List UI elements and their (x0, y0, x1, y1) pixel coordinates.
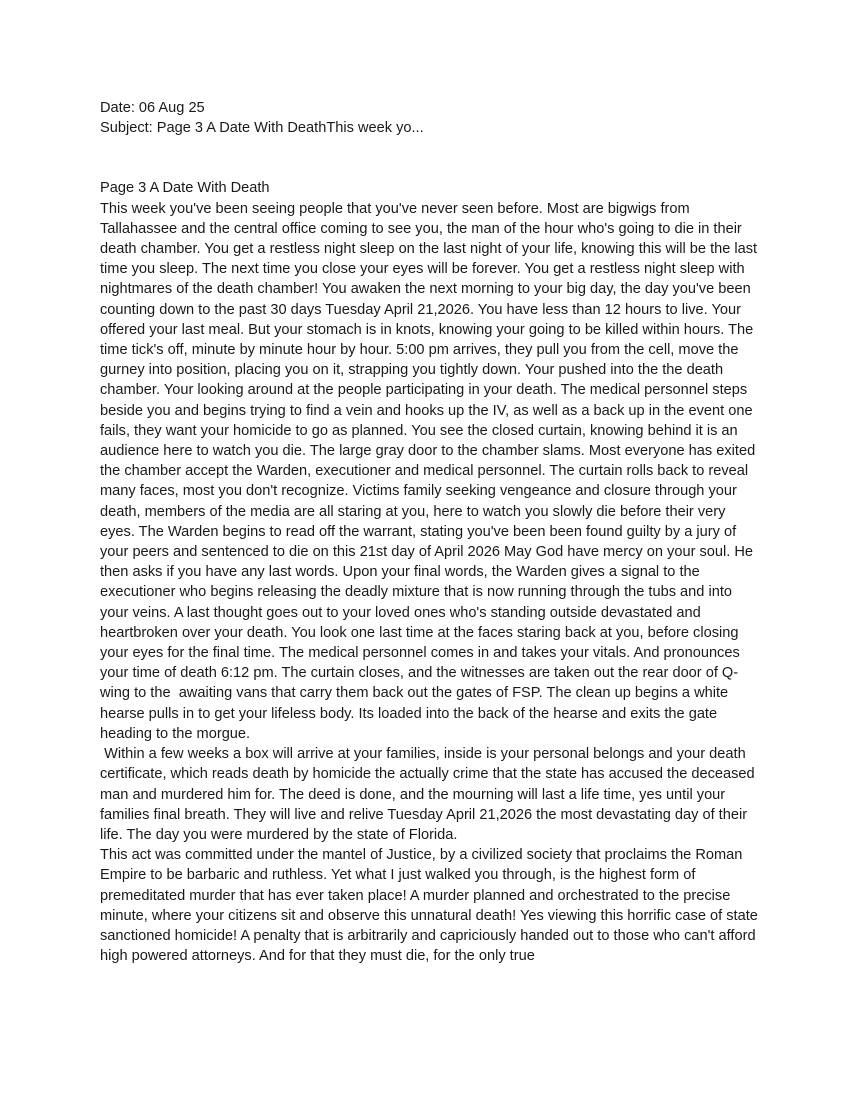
body-paragraph: Within a few weeks a box will arrive at your families, inside is your personal belongs and your death certificate, which reads death by homicide the actually crime that the state has accused the deceased man and murdered him for. The deed is done, and the mourning will last a life time, yes until your families final breath. They will live and relive Tuesday April 21,2026 the most devastating day of their life. The day you were murdered by the state of Florida. (100, 746, 759, 843)
date-line: Date: 06 Aug 25 (100, 100, 205, 116)
body-paragraph: This act was committed under the mantel of Justice, by a civilized society that proclaims the Roman Empire to be barbaric and ruthless. Yet what I just walked you through, is the highest form of premeditated murder that has ever taken place! A murder planned and orchestrated to the precise minute, where your citizens sit and observe this unnatural death! Yes viewing this horrific case of state sanctioned homicide! A penalty that is arbitrarily and capriciously handed out to those who can't afford high powered attorneys. And for that they must die, for the only true (100, 847, 762, 965)
body-paragraph: This week you've been seeing people that you've never seen before. Most are bigwigs from Tallahassee and the central office coming to see you, the man of the hour who's going to die in their death chamber. You get a restless night sleep on the last night of your life, knowing this will be the last time you sleep. The next time you close your eyes will be forever. You get a restless night sleep with nightmares of the death chamber! You awaken the next morning to your big day, the day you've been counting down to the past 30 days Tuesday April 21,2026. You have less than 12 hours to live. Your offered your last meal. But your stomach is in knots, knowing your going to be killed within hours. The time tick's off, minute by minute hour by hour. 5:00 pm arrives, they pull you from the cell, move the gurney into position, placing you on it, strapping you tightly down. Your pushed into the the death chamber. Your looking around at the people participating in your death. The medical personnel steps beside you and begins trying to find a vein and hooks up the IV, as well as a back up in the event one fails, they want your homicide to go as planned. You see the closed curtain, knowing behind it is an audience here to watch you die. The large gray door to the chamber slams. Most everyone has exited the chamber accept the Warden, executioner and medical personnel. The curtain rolls back to reveal many faces, most you don't recognize. Victims family seeking vengeance and closure through your death, members of the media are all staring at you, here to watch you slowly die before their very eyes. The Warden begins to read off the warrant, stating you've been been found guilty by a jury of your peers and sentenced to die on this 21st day of April 2026 May God have mercy on your soul. He then asks if you have any last words. Upon your final words, the Warden gives a signal to the executioner who begins releasing the deadly mixture that is now running through the tubs and into your veins. A last thought goes out to your loved ones who's standing outside devastated and heartbroken over your death. You look one last time at the faces staring back at you, before closing your eyes for the final time. The medical personnel comes in and takes your vitals. And pronounces your time of death 6:12 pm. The curtain closes, and the witnesses are taken out the rear door of Q- wing to the awaiting vans that carry them back out the gates of FSP. The clean up begins a white hearse pulls in to get your lifeless body. Its loaded into the back of the hearse and exits the gate heading to the morgue. (100, 200, 762, 742)
subject-line: Subject: Page 3 A Date With DeathThis week yo... (100, 120, 424, 137)
article-title: Page 3 A Date With Death (100, 180, 270, 197)
letter-page (100, 98, 760, 966)
header-spacer (100, 138, 760, 178)
